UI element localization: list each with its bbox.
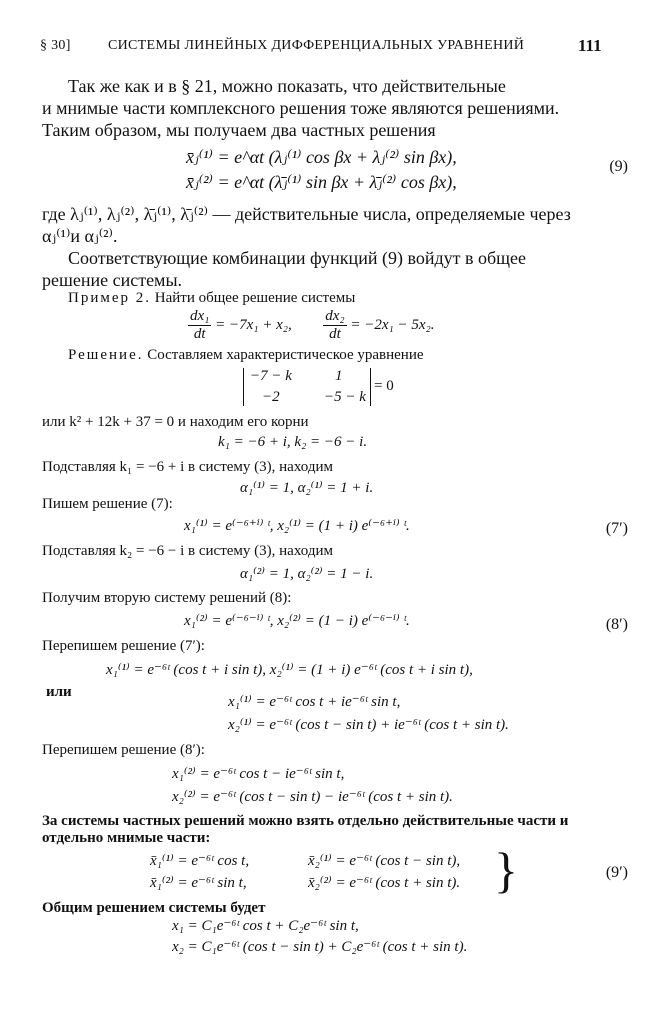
write8-eq: x₁⁽²⁾ = e⁽⁻⁶⁻ⁱ⁾ ᵗ, x₂⁽²⁾ = (1 − i) e⁽⁻⁶⁻ⁱ⁾ ᵗ. [184, 613, 410, 629]
partial-r2c1: x̄₁⁽²⁾ = e⁻⁶ᵗ sin t, [150, 875, 247, 891]
eq9prime-label: (9′) [605, 864, 628, 881]
rewrite7-eq-b: x₂⁽¹⁾ = e⁻⁶ᵗ (cos t − sin t) + ie⁻⁶ᵗ (cos t + sin t). [228, 717, 509, 733]
example-head: Пример 2. [68, 290, 152, 306]
roots-intro: или k² + 12k + 37 = 0 и находим его корни [42, 414, 309, 430]
partial-line-1: За системы частных решений можно взять отдельно действительные части и [42, 813, 569, 829]
intro-line-2: и мнимые части комплексного решения тоже являются решениями. [42, 98, 560, 118]
write7-eq: x₁⁽¹⁾ = e⁽⁻⁶⁺ⁱ⁾ ᵗ, x₂⁽¹⁾ = (1 + i) e⁽⁻⁶⁺ⁱ⁾ ᵗ. [184, 518, 410, 534]
combo-line-1: Соответствующие комбинации функций (9) войдут в общее [68, 248, 526, 268]
determinant-right-bar [370, 368, 371, 406]
example-eq1-rhs: = −7x₁ + x₂, [215, 317, 292, 334]
example-text: Найти общее решение системы [154, 290, 356, 306]
sub1-text: Подставляя k₁ = −6 + i в систему (3), находим [42, 459, 333, 475]
roots: k₁ = −6 + i, k₂ = −6 − i. [218, 434, 368, 450]
solution-statement [68, 347, 424, 364]
page-number: 111 [578, 36, 602, 55]
partial-r1c2: x̄₂⁽¹⁾ = e⁻⁶ᵗ (cos t − sin t), [308, 853, 461, 869]
solution-text: Составляем характеристическое уравнение [147, 347, 424, 363]
where-line-1: где λⱼ⁽¹⁾, λⱼ⁽²⁾, λ̄ⱼ⁽¹⁾, λ̄ⱼ⁽²⁾ — действительные числа, определяемые через [42, 204, 571, 224]
example-statement [68, 290, 355, 307]
eq9-line-2: x̄ⱼ⁽²⁾ = e^αt (λ̄ⱼ⁽¹⁾ sin βx + λ̄ⱼ⁽²⁾ cos βx), [186, 172, 457, 192]
running-title: СИСТЕМЫ ЛИНЕЙНЫХ ДИФФЕРЕНЦИАЛЬНЫХ УРАВНЕНИЙ [108, 38, 525, 53]
rewrite7-text: Перепишем решение (7′): [42, 638, 205, 654]
rewrite8-eq-b: x₂⁽²⁾ = e⁻⁶ᵗ (cos t − sin t) − ie⁻⁶ᵗ (cos t + sin t). [172, 789, 453, 805]
det-r1c2: 1 [335, 368, 343, 384]
right-brace: } [494, 842, 518, 898]
eq8-label: (8′) [605, 616, 628, 633]
fraction-dx1-dt: $\frac{\text{dx₁}}{dt}$ [190, 308, 210, 343]
eq9-line-1: x̄ⱼ⁽¹⁾ = e^αt (λⱼ⁽¹⁾ cos βx + λⱼ⁽²⁾ sin βx), [186, 147, 457, 167]
intro-line-1: Так же как и в § 21, можно показать, что действительные [68, 76, 506, 96]
section-ref: § 30] [40, 38, 71, 53]
det-r1c1: −7 − k [250, 368, 292, 384]
general-eq-a: x₁ = C₁e⁻⁶ᵗ cos t + C₂e⁻⁶ᵗ sin t, [172, 918, 359, 934]
partial-line-2: отдельно мнимые части: [42, 830, 211, 846]
combo-line-2: решение системы. [42, 270, 183, 290]
sub1-values: α₁⁽¹⁾ = 1, α₂⁽¹⁾ = 1 + i. [240, 480, 374, 496]
det-r2c2: −5 − k [324, 389, 366, 405]
rewrite7-eq-a: x₁⁽¹⁾ = e⁻⁶ᵗ cos t + ie⁻⁶ᵗ sin t, [228, 694, 401, 710]
fraction-dx2-dt: $\frac{\text{dx₂}}{dt}$ [325, 308, 345, 343]
rewrite8-eq-a: x₁⁽²⁾ = e⁻⁶ᵗ cos t − ie⁻⁶ᵗ sin t, [172, 766, 345, 782]
eq9-label: (9) [609, 158, 628, 175]
det-r2c1: −2 [262, 389, 280, 405]
determinant-left-bar [243, 368, 244, 406]
general-eq-b: x₂ = C₁e⁻⁶ᵗ (cos t − sin t) + C₂e⁻⁶ᵗ (cos t + sin t). [172, 939, 468, 955]
det-equals: = 0 [374, 378, 394, 394]
write7-text: Пишем решение (7): [42, 496, 173, 512]
rewrite8-text: Перепишем решение (8′): [42, 742, 205, 758]
rewrite7-eq: x₁⁽¹⁾ = e⁻⁶ᵗ (cos t + i sin t), x₂⁽¹⁾ = (1 + i) e⁻⁶ᵗ (cos t + i sin t), [106, 662, 473, 678]
where-line-2: αⱼ⁽¹⁾и αⱼ⁽²⁾. [42, 226, 118, 246]
general-text: Общим решением системы будет [42, 900, 266, 916]
write8-text: Получим вторую систему решений (8): [42, 590, 292, 606]
partial-r1c1: x̄₁⁽¹⁾ = e⁻⁶ᵗ cos t, [150, 853, 250, 869]
eq7-label: (7′) [605, 520, 628, 537]
solution-head: Решение. [68, 347, 144, 363]
partial-r2c2: x̄₂⁽²⁾ = e⁻⁶ᵗ (cos t + sin t). [308, 875, 461, 891]
rewrite7-or: или [46, 684, 72, 700]
example-system [188, 308, 435, 344]
example-eq2-rhs: = −2x₁ − 5x₂. [350, 317, 435, 334]
sub2-text: Подставляя k₂ = −6 − i в систему (3), находим [42, 543, 333, 559]
sub2-values: α₁⁽²⁾ = 1, α₂⁽²⁾ = 1 − i. [240, 566, 374, 582]
intro-line-3: Таким образом, мы получаем два частных решения [42, 120, 436, 140]
